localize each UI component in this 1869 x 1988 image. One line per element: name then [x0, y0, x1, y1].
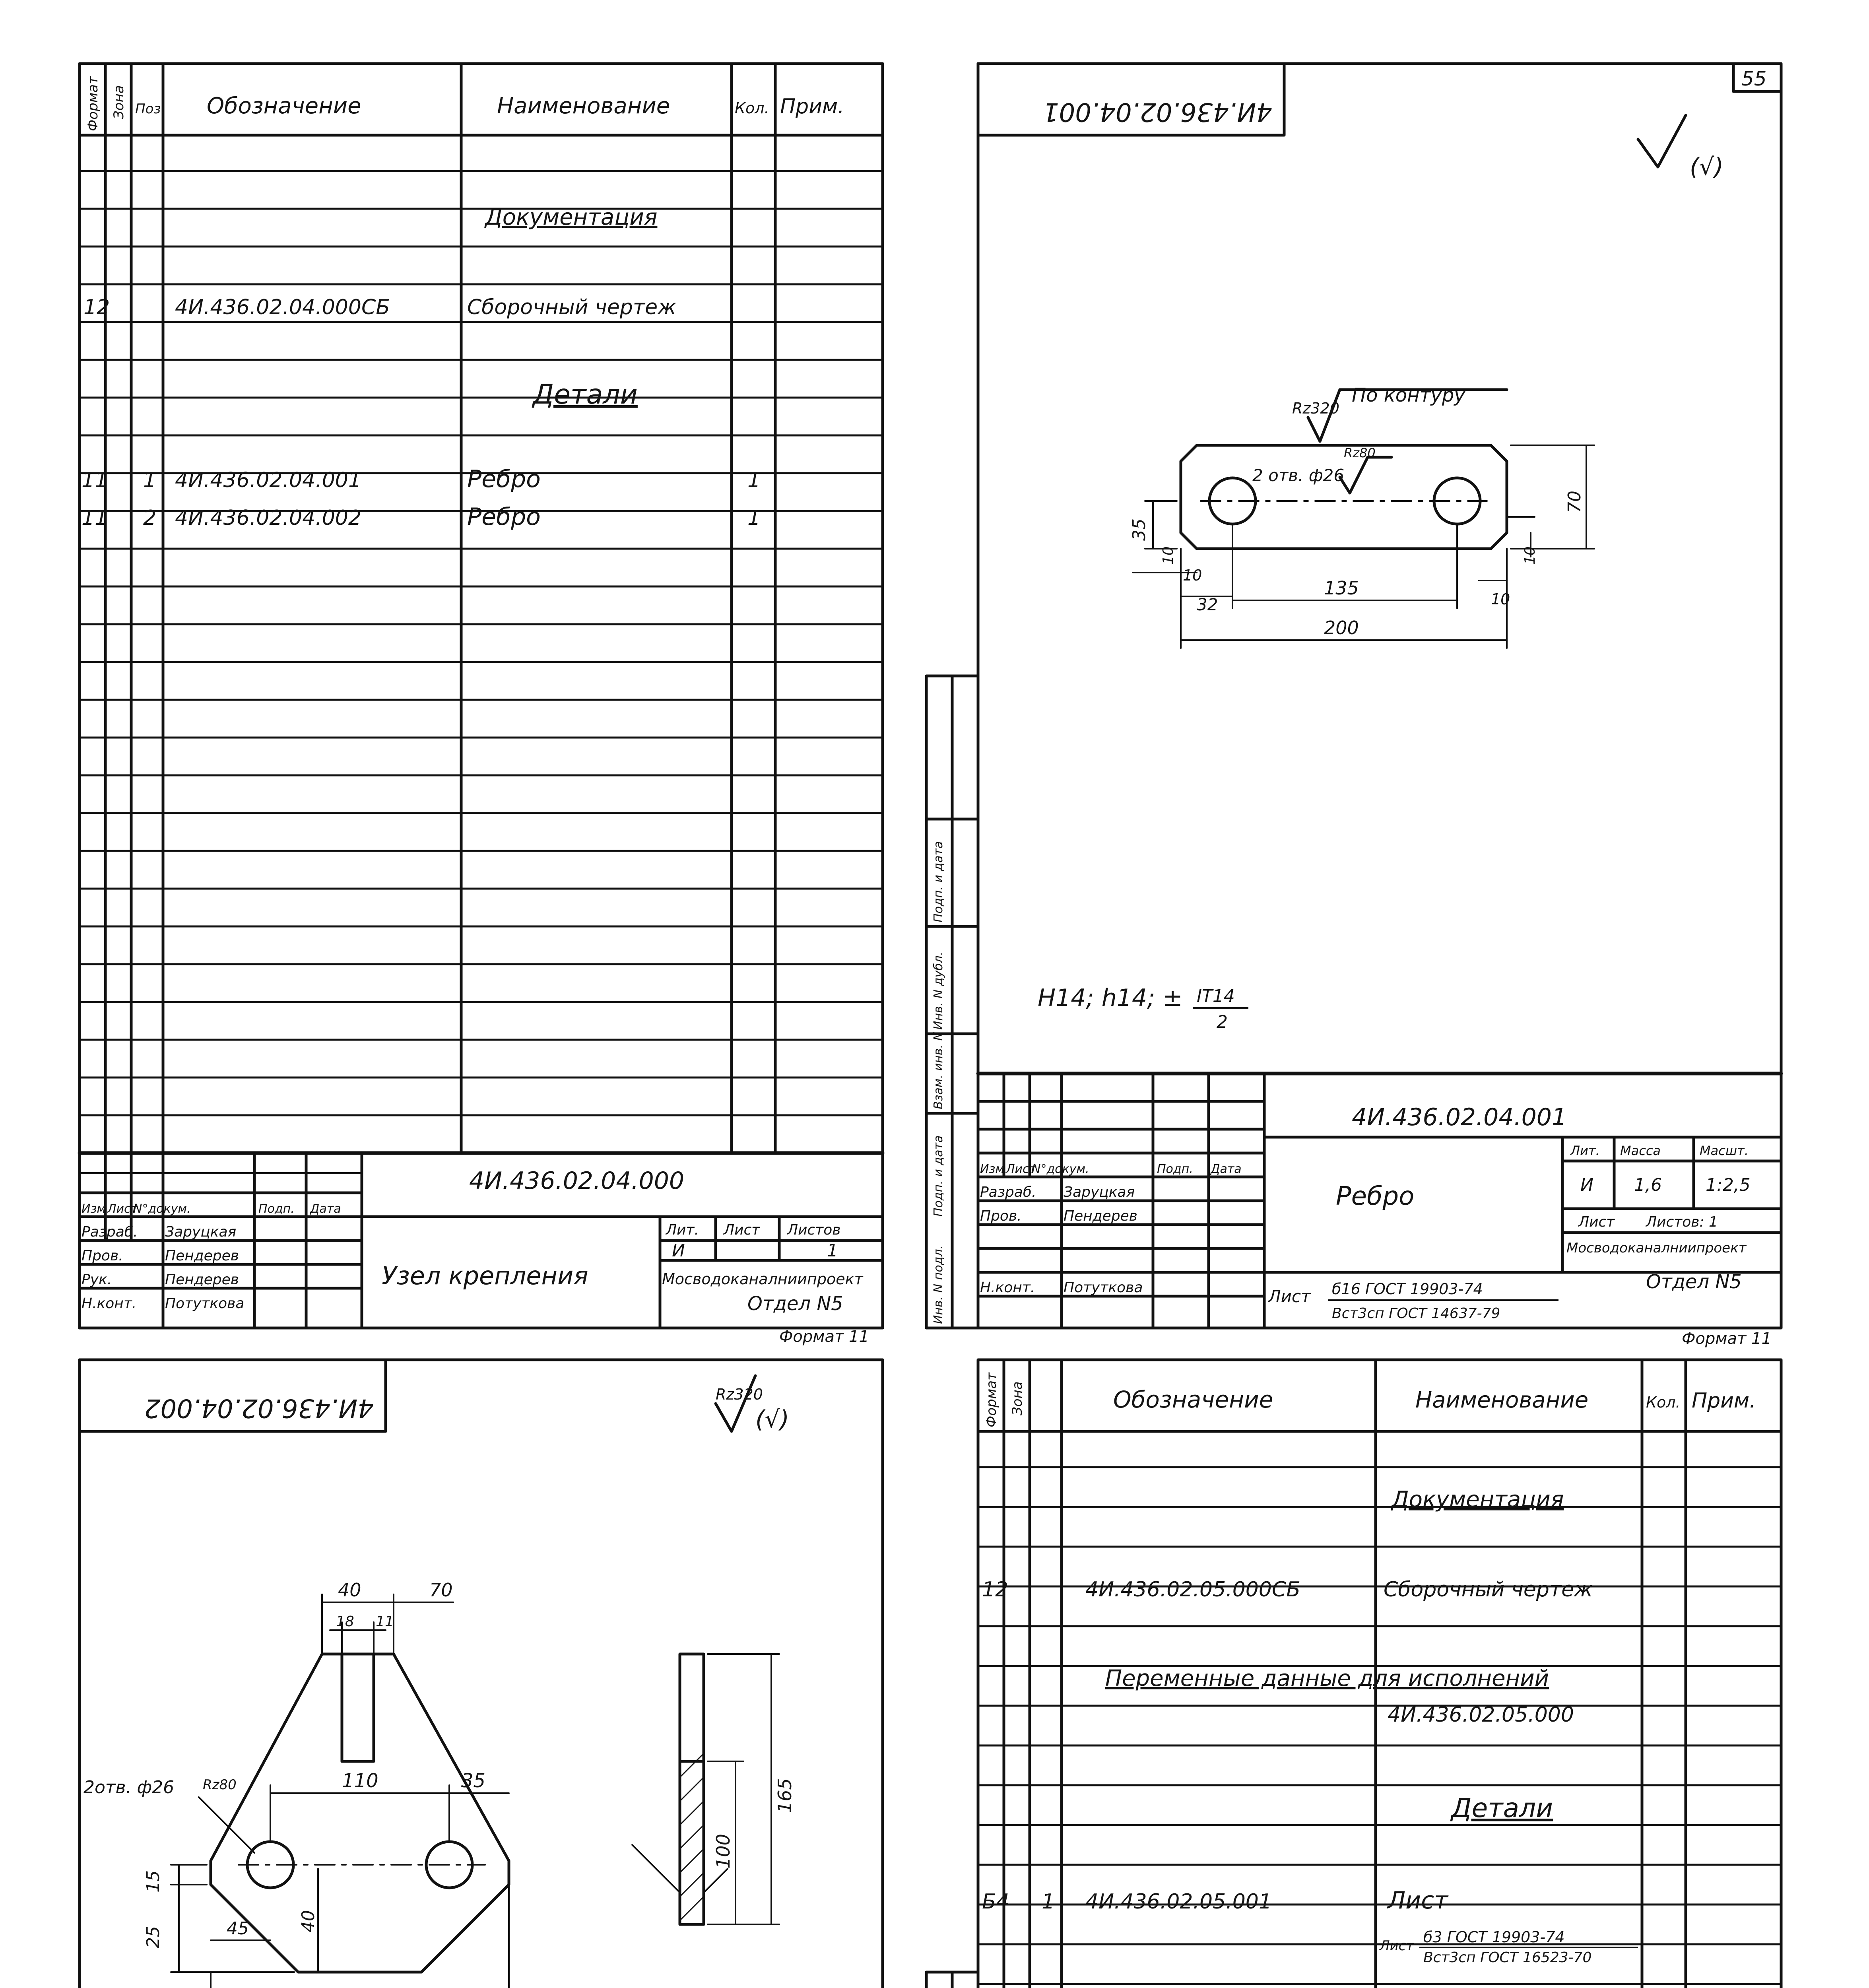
- s1-header-designation: Обозначение: [207, 93, 361, 119]
- s2-dim-135: 135: [1324, 577, 1359, 599]
- s2-tb-org: Мосводоканалниипроект: [1566, 1240, 1747, 1256]
- s4-row-assembly: [982, 1578, 1593, 1602]
- part-002-slot: [342, 1654, 374, 1761]
- s2-contour-label: По контуру: [1352, 384, 1465, 406]
- s2-mirrored-code: 4И.436.02.04.001: [1042, 97, 1272, 126]
- s2-dim-10b: 10: [1522, 546, 1538, 565]
- s2-tb-material-bottom: Вст3сп ГОСТ 14637-79: [1332, 1305, 1500, 1322]
- s2-tb-scale-head: Масшт.: [1700, 1143, 1749, 1158]
- svg-text:Б4: Б4: [982, 1890, 1009, 1914]
- svg-text:4И.436.02.05.001: 4И.436.02.05.001: [1085, 1890, 1272, 1914]
- s2-dim-200: 200: [1324, 617, 1359, 639]
- s4-list-top: б3 ГОСТ 19903-74: [1423, 1928, 1565, 1946]
- s2-tb-rev-headers: [980, 1162, 1242, 1176]
- svg-text:Ребро: Ребро: [467, 503, 541, 531]
- s3-surface-mark: Rz320: [716, 1386, 763, 1403]
- s1-tb-format: Формат 11: [779, 1328, 869, 1346]
- svg-text:Потуткова: Потуткова: [1064, 1279, 1143, 1296]
- s4-row-part-1: [982, 1887, 1449, 1914]
- s3-dim-40b: 40: [298, 1910, 318, 1932]
- s4-list-prefix: Лист: [1380, 1938, 1414, 1954]
- s2-stamp-sign1: Подп. и дата: [932, 1135, 945, 1217]
- s2-tb-material-top: б16 ГОСТ 19903-74: [1332, 1280, 1483, 1298]
- svg-text:Заруцкая: Заруцкая: [1064, 1184, 1135, 1200]
- s2-tolerance-numer: IT14: [1197, 986, 1235, 1006]
- sheet-number: 55: [1741, 67, 1767, 90]
- sheet-3-frame: [80, 1360, 883, 1988]
- s3-dim-45: 45: [227, 1918, 249, 1939]
- svg-text:11: 11: [82, 506, 108, 530]
- s1-header-qty: Кол.: [735, 99, 769, 117]
- svg-text:Разраб.: Разраб.: [82, 1224, 138, 1240]
- s2-holes-label: 2 отв. ф26: [1252, 466, 1345, 485]
- s2-stamp-inv: Инв. N подл.: [932, 1245, 945, 1324]
- s3-dim-18: 18: [336, 1613, 354, 1630]
- s1-section-doc: Документация: [485, 204, 658, 230]
- s1-section-parts: Детали: [533, 379, 638, 410]
- svg-text:Изм: Изм: [82, 1202, 106, 1216]
- s3-hole-rz: Rz80: [203, 1777, 237, 1793]
- s1-tb-sheets-head: Листов: [787, 1222, 841, 1238]
- s4-header-name: Наименование: [1415, 1387, 1589, 1413]
- svg-text:Ребро: Ребро: [467, 465, 541, 493]
- svg-text:4И.436.02.04.000СБ: 4И.436.02.04.000СБ: [175, 295, 390, 319]
- svg-text:Пендерев: Пендерев: [165, 1248, 239, 1264]
- s1-tb-org: Мосводоканалниипроект: [662, 1270, 863, 1288]
- s4-header-format: Формат: [984, 1373, 1000, 1427]
- s1-tb-lit: И: [672, 1241, 685, 1261]
- s3-holes-label: 2отв. ф26: [83, 1777, 175, 1798]
- s2-tb-mass: 1,6: [1634, 1175, 1662, 1195]
- s2-tb-lit-head: Лит.: [1570, 1143, 1600, 1158]
- svg-text:Пров.: Пров.: [980, 1208, 1022, 1224]
- s3-surface-paren: (√): [755, 1406, 790, 1433]
- s2-tb-sheets-head: Листов: 1: [1646, 1214, 1718, 1230]
- s2-tolerance-denom: 2: [1217, 1012, 1228, 1032]
- svg-text:N°докум.: N°докум.: [1032, 1162, 1089, 1176]
- s4-section-parts: Детали: [1451, 1793, 1553, 1823]
- s2-tb-lit: И: [1580, 1175, 1593, 1195]
- svg-text:Пендерев: Пендерев: [165, 1272, 239, 1288]
- s3-dim-25: 25: [143, 1926, 163, 1948]
- s1-row-1: [83, 295, 676, 319]
- svg-text:12: 12: [982, 1578, 1009, 1602]
- s1-header-zone: Зона: [111, 85, 127, 119]
- svg-text:1: 1: [1042, 1890, 1055, 1914]
- s1-tb-code: 4И.436.02.04.000: [469, 1167, 685, 1195]
- s2-tb-title: Ребро: [1336, 1182, 1415, 1211]
- svg-text:1: 1: [143, 468, 157, 492]
- svg-text:11: 11: [82, 468, 108, 492]
- s2-dim-32: 32: [1197, 595, 1218, 614]
- s4-header-note: Прим.: [1692, 1389, 1756, 1413]
- svg-text:Сборочный чертеж: Сборочный чертеж: [467, 295, 676, 319]
- s1-tb-lit-head: Лит.: [666, 1222, 699, 1238]
- s2-tb-sheet-head: Лист: [1578, 1214, 1615, 1230]
- s2-tb-material-prefix: Лист: [1268, 1287, 1311, 1306]
- s1-tb-sheets: 1: [827, 1241, 838, 1261]
- s4-variable-code: 4И.436.02.05.000: [1388, 1703, 1574, 1727]
- s2-tb-format: Формат 11: [1682, 1330, 1772, 1348]
- sheet-1-spec: [80, 64, 883, 1328]
- s3-dim-35: 35: [461, 1770, 486, 1792]
- s3-dim-110: 110: [342, 1770, 378, 1792]
- s1-header-format: Формат: [85, 76, 101, 131]
- s2-dim-10d: 10: [1491, 590, 1510, 608]
- s4-header-designation: Обозначение: [1113, 1386, 1273, 1413]
- svg-text:4И.436.02.05.000СБ: 4И.436.02.05.000СБ: [1085, 1578, 1300, 1602]
- svg-text:Разраб.: Разраб.: [980, 1184, 1036, 1200]
- svg-text:Лист: Лист: [107, 1202, 138, 1216]
- s2-hole-rz: Rz80: [1344, 445, 1376, 460]
- sheet-1-frame: [80, 64, 883, 1328]
- svg-text:4И.436.02.04.002: 4И.436.02.04.002: [175, 506, 361, 530]
- s2-stamp-vzam: Взам. инв. N: [932, 1032, 945, 1109]
- svg-text:Дата: Дата: [310, 1202, 341, 1216]
- s2-rz-contour: Rz320: [1292, 400, 1339, 417]
- s4-section-doc: Документация: [1392, 1487, 1564, 1512]
- sheet-3-part-002: [80, 1360, 883, 1988]
- svg-text:Изм: Изм: [980, 1162, 1005, 1176]
- s3-dim-70: 70: [429, 1579, 453, 1601]
- s3-dim-11: 11: [376, 1613, 394, 1630]
- s2-stamp-dubl: Инв. N дубл.: [932, 951, 945, 1030]
- s1-row-2: [82, 465, 761, 493]
- s4-list-bottom: Вст3сп ГОСТ 16523-70: [1423, 1949, 1592, 1966]
- svg-text:Пендерев: Пендерев: [1064, 1208, 1138, 1224]
- s3-dim-100: 100: [712, 1834, 734, 1869]
- svg-text:Дата: Дата: [1211, 1162, 1242, 1176]
- s2-tolerance-main: H14; h14; ±: [1038, 984, 1183, 1012]
- svg-text:Н.конт.: Н.конт.: [82, 1295, 137, 1312]
- svg-text:Сборочный чертеж: Сборочный чертеж: [1384, 1578, 1593, 1602]
- s4-header-qty: Кол.: [1646, 1394, 1681, 1411]
- svg-text:2: 2: [143, 506, 157, 530]
- s2-stamp-sign2: Подп. и дата: [932, 841, 945, 922]
- s1-row-3: [82, 503, 761, 531]
- s4-header-zone: Зона: [1009, 1381, 1025, 1415]
- svg-text:1: 1: [747, 468, 761, 492]
- svg-text:12: 12: [83, 295, 110, 319]
- s1-header-note: Прим.: [780, 95, 844, 118]
- part-002-outline: [211, 1654, 509, 1972]
- svg-text:Пров.: Пров.: [82, 1248, 123, 1264]
- s4-section-variable: Переменные данные для исполнений: [1105, 1666, 1549, 1691]
- s1-tb-rev-headers: [82, 1202, 341, 1216]
- s1-header-pos: Поз.: [135, 101, 165, 117]
- svg-text:Подп.: Подп.: [1157, 1162, 1193, 1176]
- s2-surface-mark: (√): [1690, 153, 1724, 181]
- s1-tb-dept: Отдел N5: [747, 1293, 843, 1315]
- svg-text:N°докум.: N°докум.: [133, 1202, 191, 1216]
- s1-tb-title: Узел крепления: [382, 1261, 588, 1290]
- svg-text:Лист: Лист: [1006, 1162, 1036, 1176]
- s2-tb-dept: Отдел N5: [1646, 1271, 1742, 1293]
- s3-dim-40: 40: [338, 1579, 361, 1601]
- s2-tb-code: 4И.436.02.04.001: [1352, 1103, 1567, 1131]
- s3-mirrored-code: 4И.436.02.04.002: [144, 1393, 374, 1423]
- svg-text:Рук.: Рук.: [82, 1272, 112, 1288]
- s2-dim-35: 35: [1129, 518, 1149, 541]
- s2-dim-10a: 10: [1160, 546, 1176, 565]
- sheet-2-part-001: [926, 64, 1781, 1328]
- svg-text:Заруцкая: Заруцкая: [165, 1224, 237, 1240]
- s1-tb-sheet-head: Лист: [724, 1222, 760, 1238]
- s1-header-name: Наименование: [497, 93, 670, 119]
- svg-text:1: 1: [747, 506, 761, 530]
- svg-text:Подп.: Подп.: [258, 1202, 295, 1216]
- s2-dim-10c: 10: [1183, 567, 1202, 584]
- s3-dim-165: 165: [774, 1778, 796, 1813]
- svg-text:4И.436.02.04.001: 4И.436.02.04.001: [175, 468, 361, 492]
- s2-dim-70: 70: [1564, 491, 1585, 513]
- s2-tb-mass-head: Масса: [1620, 1143, 1661, 1158]
- svg-text:Н.конт.: Н.конт.: [980, 1279, 1035, 1296]
- svg-text:Потуткова: Потуткова: [165, 1295, 245, 1312]
- s2-tb-scale: 1:2,5: [1706, 1175, 1751, 1195]
- svg-text:Лист: Лист: [1388, 1887, 1448, 1914]
- s3-dim-15: 15: [143, 1870, 163, 1893]
